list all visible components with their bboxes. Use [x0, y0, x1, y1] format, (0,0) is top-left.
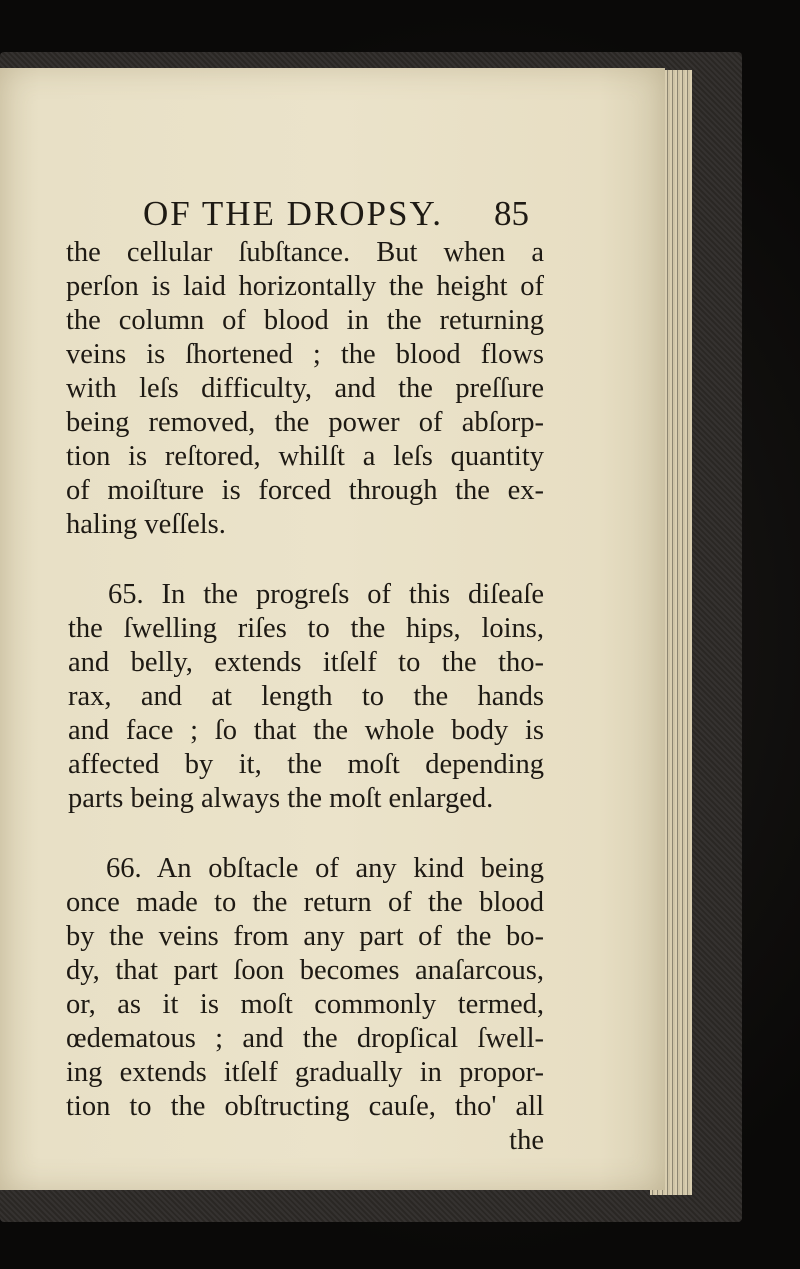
book-page — [0, 68, 665, 1190]
body-text — [66, 236, 544, 1158]
page-number: 85 — [494, 194, 529, 233]
running-title: OF THE DROPSY. — [143, 194, 443, 233]
text-line: with leſs difficulty, and the preſſure — [66, 373, 544, 404]
text-line: or, as it is moſt commonly termed, — [66, 989, 544, 1020]
paragraph — [66, 578, 544, 816]
text-line: rax, and at length to the hands — [68, 681, 544, 712]
text-line: the column of blood in the returning — [66, 305, 544, 336]
paragraph — [66, 236, 544, 542]
text-line: tion is reſtored, whilſt a leſs quantity — [66, 441, 544, 472]
text-line: 65. In the progreſs of this diſeaſe — [108, 579, 544, 610]
text-line: affected by it, the moſt depending — [68, 749, 544, 780]
text-line: haling veſſels. — [66, 509, 226, 540]
paragraph-gap — [66, 816, 544, 852]
text-line: parts being always the moſt enlarged. — [68, 783, 494, 814]
text-line: the cellular ſubſtance. But when a — [66, 237, 544, 268]
paragraph-gap — [66, 542, 544, 578]
text-line: by the veins from any part of the bo- — [66, 921, 544, 952]
text-line: ing extends itſelf gradually in propor- — [66, 1057, 544, 1088]
text-line: perſon is laid horizontally the height of — [66, 271, 544, 302]
text-line: 66. An obſtacle of any kind being — [106, 853, 544, 884]
text-line: of moiſture is forced through the ex- — [66, 475, 544, 506]
text-line: once made to the return of the blood — [66, 887, 544, 918]
text-line: dy, that part ſoon becomes anaſarcous, — [66, 955, 544, 986]
text-line: the ſwelling riſes to the hips, loins, — [68, 613, 544, 644]
paragraph — [66, 852, 544, 1124]
text-line: and belly, extends itſelf to the tho- — [68, 647, 544, 678]
text-line: tion to the obſtructing cauſe, tho' all — [66, 1091, 544, 1122]
text-line: œdematous ; and the dropſical ſwell- — [66, 1023, 544, 1054]
text-line: veins is ſhortened ; the blood flows — [66, 339, 544, 370]
text-line: and face ; ſo that the whole body is — [68, 715, 544, 746]
text-line: being removed, the power of abſorp- — [66, 407, 544, 438]
catchword: the — [509, 1125, 544, 1156]
